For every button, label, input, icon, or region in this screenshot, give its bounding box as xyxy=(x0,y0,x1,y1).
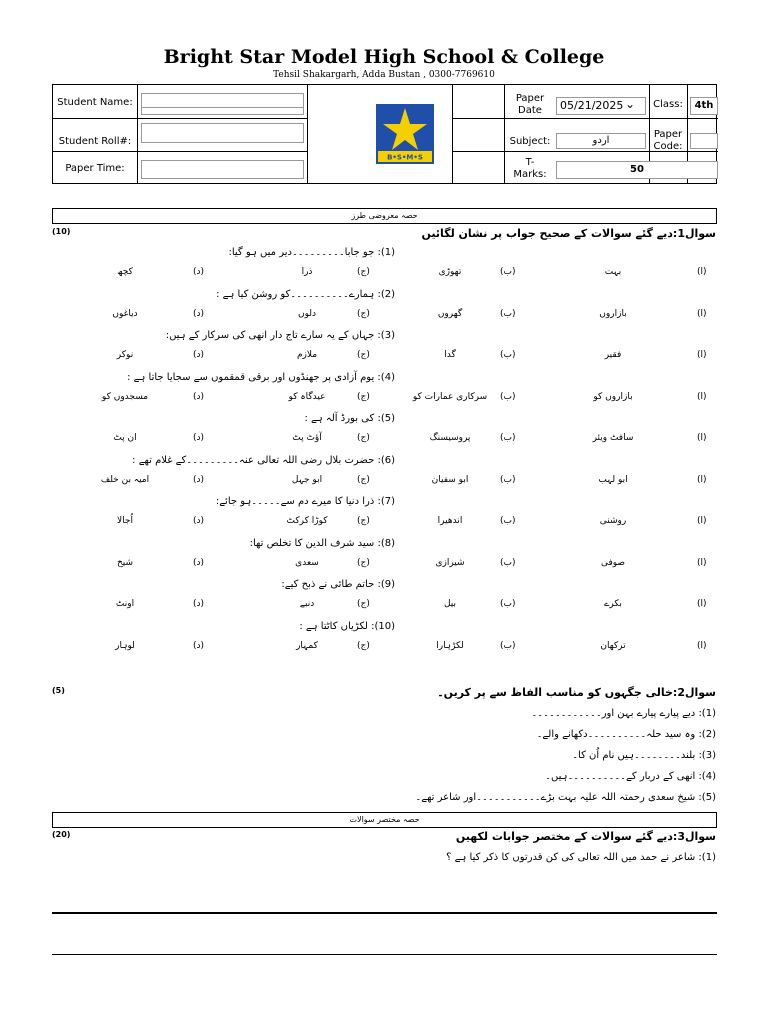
fill-item: (5): شیخ سعدی رحمتہ اللہ علیہ بہت بڑے۔۔۔۔۔۔۔۔۔۔۔اور شاعر تھے۔ xyxy=(415,792,716,803)
option-letter: (د) xyxy=(193,557,205,568)
paper-code-label-1: Paper xyxy=(653,129,683,140)
option-letter: (ا) xyxy=(697,474,707,485)
class-label: Class: xyxy=(653,99,683,110)
option-letter: (ب) xyxy=(500,267,516,277)
option-text[interactable]: سرکاری عمارات کو xyxy=(412,391,488,402)
paper-date-label-1: Paper xyxy=(515,93,545,104)
objective-marks: (10) xyxy=(52,227,71,236)
option-text[interactable]: کوڑا کرکٹ xyxy=(286,516,328,526)
option-text[interactable]: ان پٹ xyxy=(113,433,137,443)
option-text[interactable]: ملازم xyxy=(296,350,318,360)
paper-date-label-2: Date xyxy=(518,105,542,116)
subject-label: Subject: xyxy=(509,136,551,147)
option-text[interactable]: مسجدوں کو xyxy=(101,391,149,402)
option-letter: (ج) xyxy=(357,308,370,319)
fill-item: (3): بلند۔۔۔۔۔۔۔۔ہیں نام اُن کا۔ xyxy=(572,750,716,761)
option-text[interactable]: دنبے xyxy=(299,599,315,609)
school-address: Tehsil Shakargarh, Adda Bustan , 0300-7769610 xyxy=(273,70,495,80)
option-text[interactable]: دلوں xyxy=(297,308,316,319)
paper-time-input[interactable] xyxy=(141,160,304,179)
option-text[interactable]: امیہ بن خلف xyxy=(100,474,150,485)
question-stem: (7): ذرا دنیا کا میرے دم سے۔۔۔۔۔ہو جائے: xyxy=(215,496,395,507)
option-letter: (د) xyxy=(193,516,205,526)
option-text[interactable]: ابو سفیان xyxy=(431,474,469,485)
option-letter: (ج) xyxy=(357,433,370,443)
option-letter: (ب) xyxy=(500,391,516,402)
student-name-label: Student Name: xyxy=(57,97,133,108)
option-text[interactable]: بازاروں کو xyxy=(593,391,633,402)
fill-item: (4): انھی کے دربار کے۔۔۔۔۔۔۔۔۔۔ہیں۔ xyxy=(545,771,716,782)
logo-text: B•S•M•S xyxy=(387,153,423,162)
question-stem: (4): یوم آزادی پر جھنڈوں اور برقی قمقموں سے سجایا جاتا ہے : xyxy=(127,371,395,383)
option-text[interactable]: ابو جہل xyxy=(291,474,323,485)
option-text[interactable]: اندھیرا xyxy=(437,516,463,526)
option-text[interactable]: دیاغوں xyxy=(112,308,138,319)
option-letter: (ب) xyxy=(500,433,516,443)
option-text[interactable]: صوفی xyxy=(600,557,626,568)
paper-date-value: 05/21/2025 xyxy=(560,99,624,112)
option-letter: (ب) xyxy=(500,640,516,651)
option-text[interactable]: شیرازی xyxy=(435,557,465,568)
option-letter: (ب) xyxy=(500,308,516,319)
option-letter: (ج) xyxy=(357,557,370,568)
option-text[interactable]: پروسیسنگ xyxy=(429,433,471,443)
option-text[interactable]: بیل xyxy=(443,599,457,609)
option-letter: (د) xyxy=(193,350,205,360)
option-text[interactable]: فقیر xyxy=(604,350,622,360)
paper-code-field[interactable] xyxy=(690,133,718,149)
answer-line xyxy=(52,954,717,955)
option-letter: (ج) xyxy=(357,599,370,609)
option-letter: (ا) xyxy=(697,267,707,277)
option-letter: (ب) xyxy=(500,516,516,526)
subject-value: اردو xyxy=(592,135,610,146)
option-text[interactable]: سعدی xyxy=(295,557,319,568)
option-text[interactable]: عیدگاہ کو xyxy=(288,391,326,402)
chevron-down-icon[interactable]: ⌄ xyxy=(625,97,636,111)
objective-band: حصہ معروضی طرز xyxy=(52,208,717,224)
short-heading: سوال3:دیے گئے سوالات کے مختصر جوابات لکھیں xyxy=(455,830,716,843)
option-letter: (د) xyxy=(193,640,205,651)
option-text[interactable]: بازاروں xyxy=(599,308,627,319)
option-letter: (ج) xyxy=(357,391,370,402)
option-text[interactable]: اُجالا xyxy=(117,516,133,526)
option-letter: (ا) xyxy=(697,308,707,319)
question-stem: (3): جہاں کے یہ سارے تاج دار انھی کی سرکار کے ہیں: xyxy=(165,330,395,341)
answer-line xyxy=(52,912,717,914)
option-letter: (ج) xyxy=(357,516,370,526)
option-letter: (ج) xyxy=(357,640,370,651)
option-letter: (د) xyxy=(193,391,205,402)
option-text[interactable]: آؤٹ پٹ xyxy=(292,433,322,443)
student-roll-input[interactable] xyxy=(141,123,304,143)
fill-heading: سوال2:خالی جگہوں کو مناسب الفاظ سے پر کریں۔ xyxy=(437,686,716,699)
option-text[interactable]: شیخ xyxy=(116,557,134,568)
option-letter: (ا) xyxy=(697,516,707,526)
option-text[interactable]: بکرے xyxy=(604,599,622,609)
option-text[interactable]: ابو لہب xyxy=(598,474,628,485)
question-stem: (8): سید شرف الدین کا تخلص تھا: xyxy=(249,537,395,549)
short-band: حصہ مختصر سوالات xyxy=(52,812,717,828)
fill-item: (1): دیے پیارے پیارے بہن اور۔۔۔۔۔۔۔۔۔۔۔۔ xyxy=(531,708,716,719)
option-text[interactable]: لکڑہارا xyxy=(436,640,464,651)
option-letter: (ا) xyxy=(697,557,707,568)
option-letter: (ا) xyxy=(697,433,707,443)
student-roll-label: Student Roll#: xyxy=(58,136,132,147)
tmarks-label-1: T- xyxy=(525,157,535,168)
option-letter: (د) xyxy=(193,267,205,277)
school-name: Bright Star Model High School & College xyxy=(163,46,605,68)
question-stem: (5): کی بورڈ آلہ ہے : xyxy=(304,413,395,424)
short-marks: (20) xyxy=(52,830,71,839)
short-question-1: (1): شاعر نے حمد میں اللہ تعالی کی کن قدرتوں کا ذکر کیا ہے ؟ xyxy=(446,852,716,863)
option-text[interactable]: تھوڑی xyxy=(438,267,462,277)
question-stem: (6): حضرت بلال رضی اللہ تعالی عنہ۔۔۔۔۔۔۔۔۔کے غلام تھے : xyxy=(132,454,395,466)
option-text[interactable]: کچھ xyxy=(117,267,133,277)
option-text[interactable]: گدا xyxy=(444,350,456,360)
option-text[interactable]: گھروں xyxy=(437,308,463,319)
option-letter: (ب) xyxy=(500,474,516,485)
option-text[interactable]: اونٹ xyxy=(115,599,135,609)
student-name-input[interactable] xyxy=(141,93,304,108)
option-letter: (د) xyxy=(193,308,205,319)
student-name-box-lower xyxy=(141,108,304,115)
question-stem: (1): جو جابا۔۔۔۔۔۔۔۔۔دیر میں ہو گیا: xyxy=(228,247,395,258)
option-letter: (ج) xyxy=(357,474,370,485)
option-text[interactable]: نوکر xyxy=(116,350,134,360)
objective-heading: سوال1:دیے گئے سوالات کے صحیح جواب پر نشان لگائیں xyxy=(421,227,716,240)
option-letter: (د) xyxy=(193,474,205,485)
option-letter: (ا) xyxy=(697,599,707,609)
option-letter: (ج) xyxy=(357,267,370,277)
option-text[interactable]: ذرا xyxy=(301,267,313,277)
school-logo xyxy=(376,104,434,164)
option-text[interactable]: لوہار xyxy=(115,640,135,651)
option-text[interactable]: ترکھان xyxy=(600,640,626,651)
tmarks-label-2: Marks: xyxy=(513,169,547,180)
option-text[interactable]: بہت xyxy=(604,267,622,277)
question-stem: (9): حاتم طائی نے ذبح کیے: xyxy=(281,579,395,590)
option-letter: (ا) xyxy=(697,350,707,360)
fill-item: (2): وہ سید حلہ۔۔۔۔۔۔۔۔۔۔دکھانے والے۔ xyxy=(536,729,716,740)
option-letter: (ب) xyxy=(500,557,516,568)
fill-marks: (5) xyxy=(52,686,65,695)
question-stem: (2): ہمارے۔۔۔۔۔۔۔۔۔۔کو روشن کیا ہے : xyxy=(216,288,395,300)
option-text[interactable]: کمہار xyxy=(296,640,318,651)
option-letter: (ا) xyxy=(697,391,707,402)
option-letter: (ب) xyxy=(500,350,516,360)
tmarks-value: 50 xyxy=(630,164,644,175)
option-letter: (ب) xyxy=(500,599,516,609)
option-text[interactable]: سافٹ ویئر xyxy=(592,433,634,443)
option-text[interactable]: روشنی xyxy=(599,516,627,526)
option-letter: (د) xyxy=(193,433,205,443)
option-letter: (ا) xyxy=(697,640,707,651)
option-letter: (د) xyxy=(193,599,205,609)
question-stem: (10): لکڑیاں کاٹتا ہے : xyxy=(299,620,395,632)
paper-code-label-2: Code: xyxy=(653,141,683,152)
paper-time-label: Paper Time: xyxy=(65,163,125,174)
class-value: 4th xyxy=(694,100,714,111)
option-letter: (ج) xyxy=(357,350,370,360)
